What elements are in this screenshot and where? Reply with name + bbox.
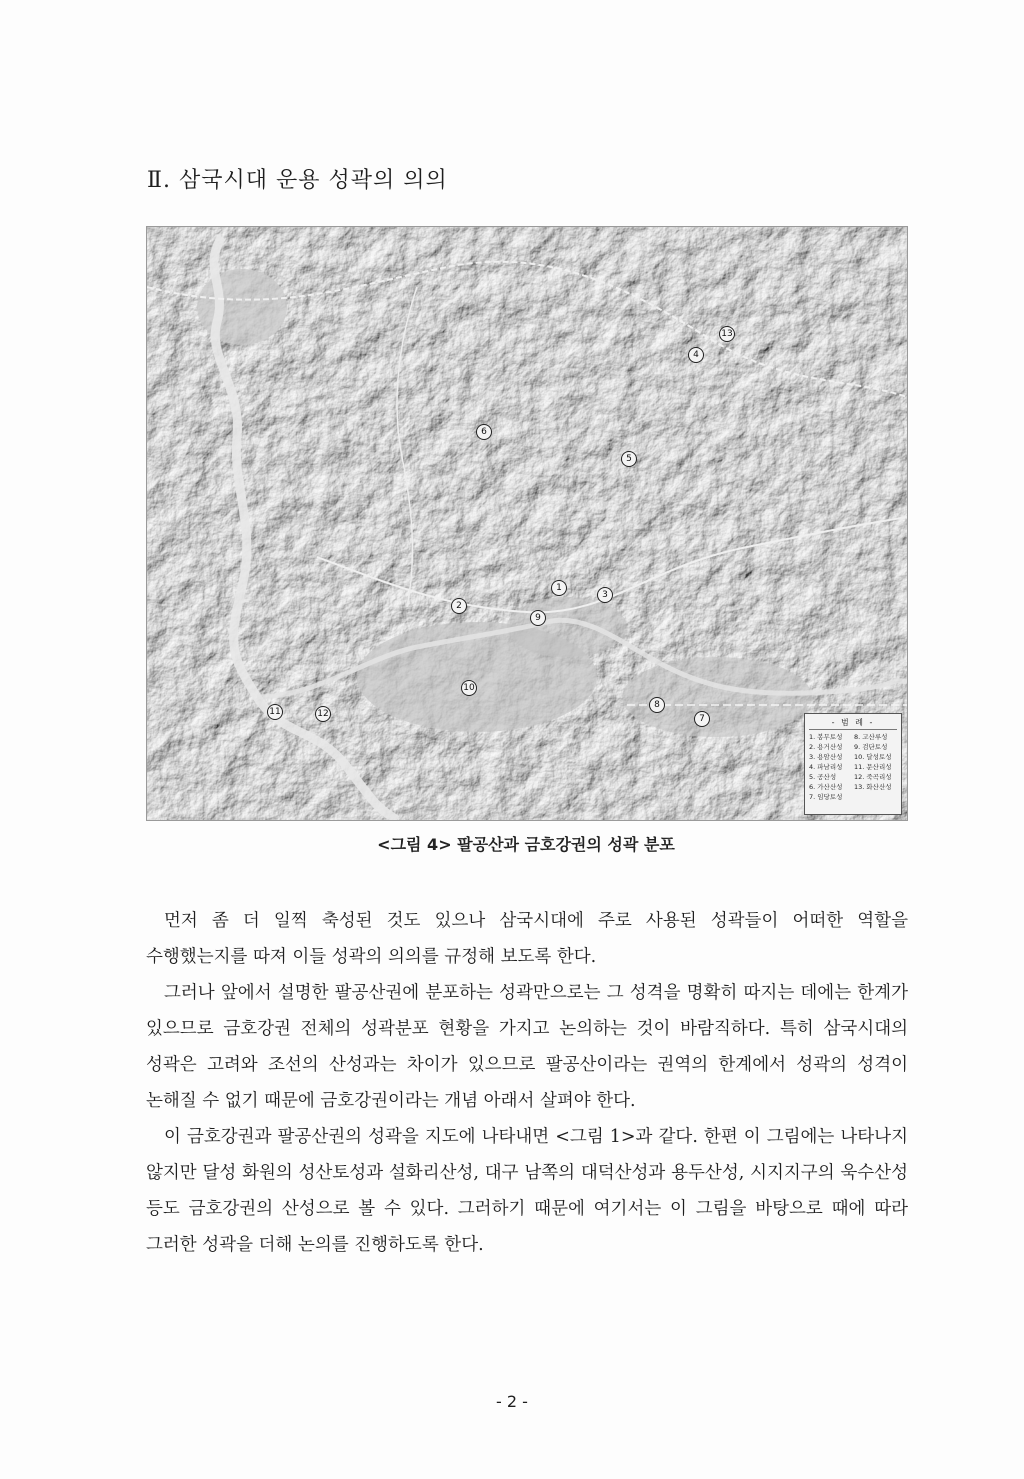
castle-marker-8: 8 [649,697,665,713]
castle-marker-2: 2 [451,598,467,614]
legend-item: 3. 용암산성 [809,753,843,761]
castle-marker-5: 5 [621,451,637,467]
castle-marker-10: 10 [461,680,477,696]
map-legend [804,713,902,815]
legend-item: 6. 가산산성 [809,783,843,791]
legend-item: 11. 문산리성 [854,763,892,771]
legend-item: 13. 화산산성 [854,783,892,791]
legend-item: 7. 임당토성 [809,793,843,801]
castle-marker-1: 1 [551,580,567,596]
legend-item: 10. 달성토성 [854,753,892,761]
legend-item: 2. 용거산성 [809,743,843,751]
castle-distribution-map [146,226,908,821]
castle-marker-13: 13 [719,326,735,342]
legend-item [854,793,897,802]
figure-caption: <그림 4> 팔공산과 금호강권의 성곽 분포 [377,835,675,854]
legend-item: 4. 파남리성 [809,763,843,771]
castle-marker-9: 9 [530,610,546,626]
legend-item: 12. 죽곡리성 [854,773,892,781]
body-text [146,903,908,1263]
castle-marker-11: 11 [267,704,283,720]
castle-marker-12: 12 [315,706,331,722]
legend-item: 5. 공산성 [809,773,837,781]
legend-item: 8. 고산루성 [854,733,888,741]
castle-marker-3: 3 [597,587,613,603]
castle-marker-4: 4 [688,347,704,363]
section-title: Ⅱ. 삼국시대 운용 성곽의 의의 [147,168,448,193]
castle-marker-7: 7 [694,711,710,727]
page-number: - 2 - [496,1392,528,1411]
legend-title: - 범 례 - [809,717,897,730]
paragraph: 그러나 앞에서 설명한 팔공산권에 분포하는 성곽만으로는 그 성격을 명확히 따지는 데에는 한계가 있으므로 금호강권 전체의 성곽분포 현황을 가지고 논의하는 것이 바람직하다. 특히 삼국시대의 성곽은 고려와 조선의 산성과는 차이가 있으므로 팔공산이라는 권역의 한계에서 성곽의 성격이 논해질 수 없기 때문에 금호강권이라는 개념 아래서 살펴야 한다. [146,983,908,1111]
terrain-relief-image [147,227,907,820]
paragraph: 이 금호강권과 팔공산권의 성곽을 지도에 나타내면 <그림 1>과 같다. 한편 이 그림에는 나타나지 않지만 달성 화원의 성산토성과 설화리산성, 대구 남쪽의 대덕산성과 용두산성, 시지지구의 욱수산성 등도 금호강권의 산성으로 볼 수 있다. 그러하기 때문에 여기서는 이 그림을 바탕으로 때에 따라 그러한 성곽을 더해 논의를 진행하도록 한다. [146,1127,908,1255]
castle-marker-6: 6 [476,424,492,440]
legend-item: 9. 검단토성 [854,743,888,751]
legend-item: 1. 봉무토성 [809,733,843,741]
paragraph: 먼저 좀 더 일찍 축성된 것도 있으나 삼국시대에 주로 사용된 성곽들이 어떠한 역할을 수행했는지를 따져 이들 성곽의 의의를 규정해 보도록 한다. [146,911,908,967]
